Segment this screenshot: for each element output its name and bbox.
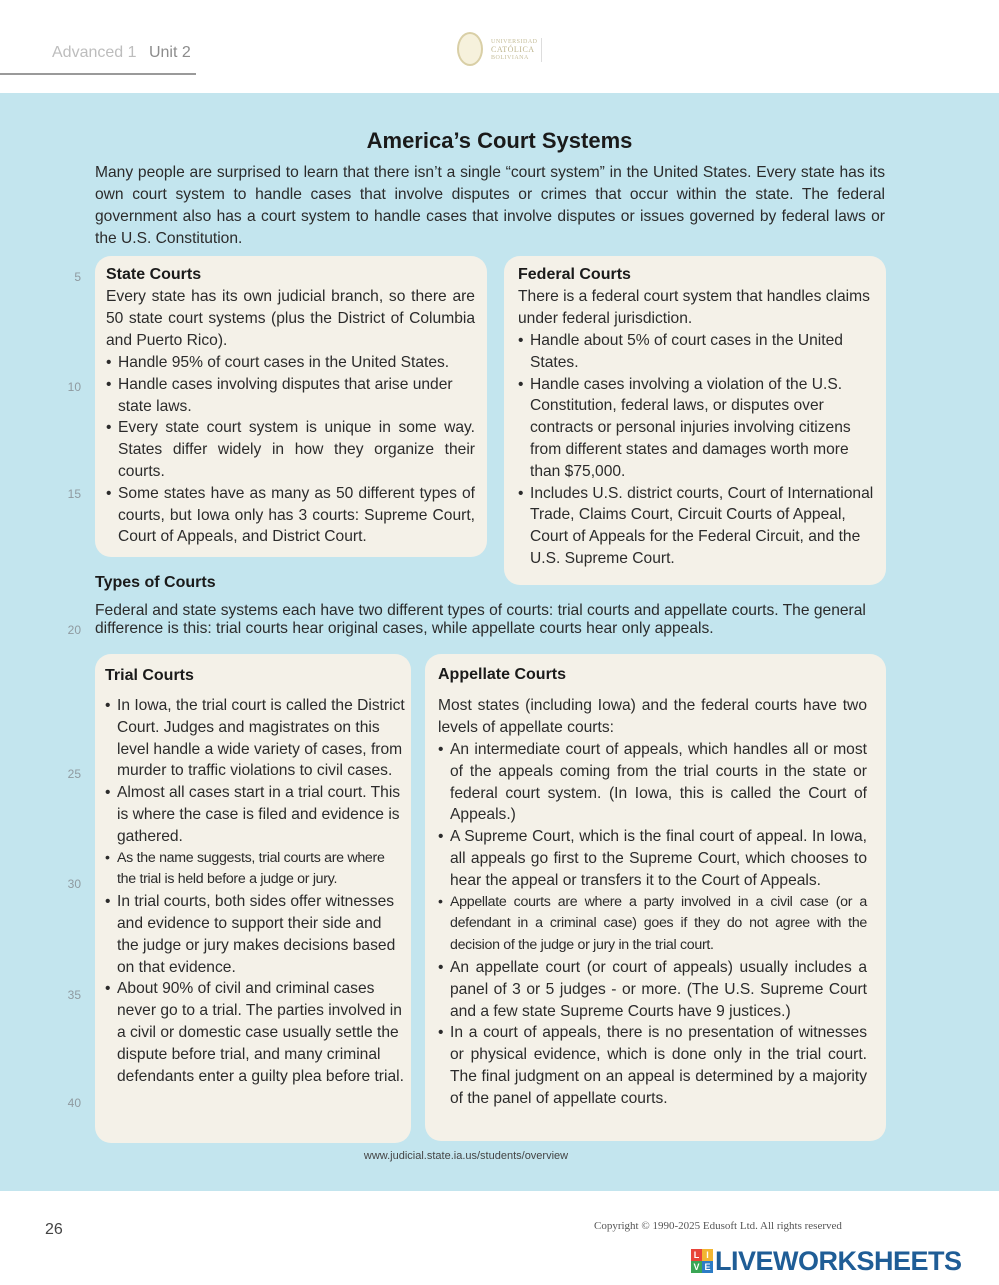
list-item: • Almost all cases start in a trial court. This is where the case is filed and evidence is gathered. (105, 782, 405, 847)
liveworksheets-wordmark: LIVEWORKSHEETS (715, 1245, 962, 1276)
university-seal-icon (457, 32, 483, 66)
types-of-courts-text: Federal and state systems each have two different types of courts: trial courts and appellate courts. The general difference is this: trial courts hear original cases, while appellate courts hear only appeals. (95, 602, 866, 637)
intro-paragraph: Many people are surprised to learn that there isn’t a single “court system” in the United States. Every state has its own court system to handle cases that involve disputes or crimes that occur within the state. The federal government also has a court system to handle cases that involve disputes or issues governed by federal laws or the U.S. Constitution. (95, 164, 885, 247)
list-item: • An intermediate court of appeals, which handles all or most of the appeals coming from the trial courts in the state or federal court system. (In Iowa, this is called the Court of Appeals.) (438, 739, 867, 826)
federal-courts-list (518, 330, 874, 570)
list-item: • Appellate courts are where a party involved in a civil case (or a defendant in a criminal case) goes if they do not agree with the decision of the judge or jury in the trial court. (438, 892, 867, 957)
list-item: • An appellate court (or court of appeals) usually includes a panel of 3 or 5 judges - or more. (The U.S. Supreme Court and a few state Supreme Courts have 9 justices.) (438, 957, 867, 1022)
appellate-courts-text: Most states (including Iowa) and the federal courts have two levels of appellate courts: (438, 697, 867, 736)
list-item: • In Iowa, the trial court is called the District Court. Judges and magistrates on this level handle a wide variety of cases, from murder to traffic violations to civil cases. (105, 695, 405, 782)
liveworksheets-logo[interactable] (691, 1244, 962, 1278)
list-item: • Some states have as many as 50 different types of courts, but Iowa only has 3 courts: Supreme Court, Court of Appeals, and District Court. (106, 483, 475, 548)
trial-courts-card (95, 654, 411, 1143)
university-wordmark: UNIVERSIDAD CATÓLICA BOLIVIANA (491, 39, 538, 61)
trial-courts-list (105, 695, 405, 1087)
line-number: 10 (67, 380, 81, 394)
list-item: • Includes U.S. district courts, Court of International Trade, Claims Court, Circuit Courts of Appeal, Court of Appeals for the Federal Circuit, and the U.S. Supreme Court. (518, 483, 874, 570)
state-courts-card (95, 256, 487, 557)
mark-letter: E (702, 1261, 713, 1273)
federal-courts-card (504, 256, 886, 585)
state-courts-text: Every state has its own judicial branch, so there are 50 state court systems (plus the District of Columbia and Puerto Rico). (106, 288, 475, 349)
federal-courts-text: There is a federal court system that handles claims under federal jurisdiction. (518, 288, 870, 327)
source-link[interactable]: www.judicial.state.ia.us/students/overview (363, 1150, 569, 1162)
trial-courts-title: Trial Courts (105, 667, 194, 684)
state-courts-list (106, 352, 475, 548)
list-item: • A Supreme Court, which is the final court of appeal. In Iowa, all appeals go first to the Supreme Court, which chooses to hear the appeal or transfers it to the Court of Appeals. (438, 826, 867, 891)
list-item: • Every state court system is unique in some way. States differ widely in how they organize their courts. (106, 417, 475, 482)
line-number: 15 (67, 487, 81, 501)
page-title: America’s Court Systems (366, 128, 633, 153)
line-number: 5 (74, 270, 81, 284)
copyright-notice: Copyright © 1990-2025 Edusoft Ltd. All rights reserved (594, 1220, 842, 1232)
line-number: 20 (67, 623, 81, 637)
types-of-courts-heading: Types of Courts (95, 574, 216, 591)
line-number: 30 (67, 877, 81, 891)
list-item: • In a court of appeals, there is no presentation of witnesses or physical evidence, which is done only in the trial court. The final judgment on an appeal is determined by a majority of the panel of appellate courts. (438, 1022, 867, 1109)
logo-divider (541, 38, 542, 62)
line-number: 40 (67, 1096, 81, 1110)
liveworksheets-mark-icon (691, 1249, 713, 1273)
mark-letter: I (702, 1249, 713, 1261)
list-item: • In trial courts, both sides offer witnesses and evidence to support their side and the judge or jury makes decisions based on that evidence. (105, 891, 405, 978)
mark-letter: L (691, 1249, 702, 1261)
university-logo (457, 32, 547, 68)
state-courts-title: State Courts (106, 266, 202, 283)
line-number: 35 (67, 988, 81, 1002)
list-item: • Handle about 5% of court cases in the United States. (518, 330, 874, 374)
appellate-courts-title: Appellate Courts (438, 666, 567, 683)
list-item: • As the name suggests, trial courts are where the trial is held before a judge or jury. (105, 848, 405, 892)
page-number: 26 (45, 1221, 63, 1238)
appellate-courts-card (425, 654, 886, 1141)
header-breadcrumb (52, 44, 191, 62)
course-label: Advanced 1 (52, 44, 137, 61)
mark-letter: V (691, 1261, 702, 1273)
line-number: 25 (67, 767, 81, 781)
federal-courts-title: Federal Courts (518, 266, 631, 283)
list-item: • Handle cases involving disputes that arise under state laws. (106, 374, 475, 418)
list-item: • Handle 95% of court cases in the United States. (106, 352, 475, 374)
header-divider (0, 73, 196, 75)
appellate-courts-list (438, 739, 867, 1110)
list-item: • About 90% of civil and criminal cases never go to a trial. The parties involved in a civil or domestic case usually settle the dispute before trial, and many criminal defendants enter a guilty plea before trial. (105, 978, 405, 1087)
unit-label: Unit 2 (148, 44, 191, 61)
list-item: • Handle cases involving a violation of the U.S. Constitution, federal laws, or disputes over contracts or personal injuries involving citizens from different states and damages worth more than $75,000. (518, 374, 874, 483)
